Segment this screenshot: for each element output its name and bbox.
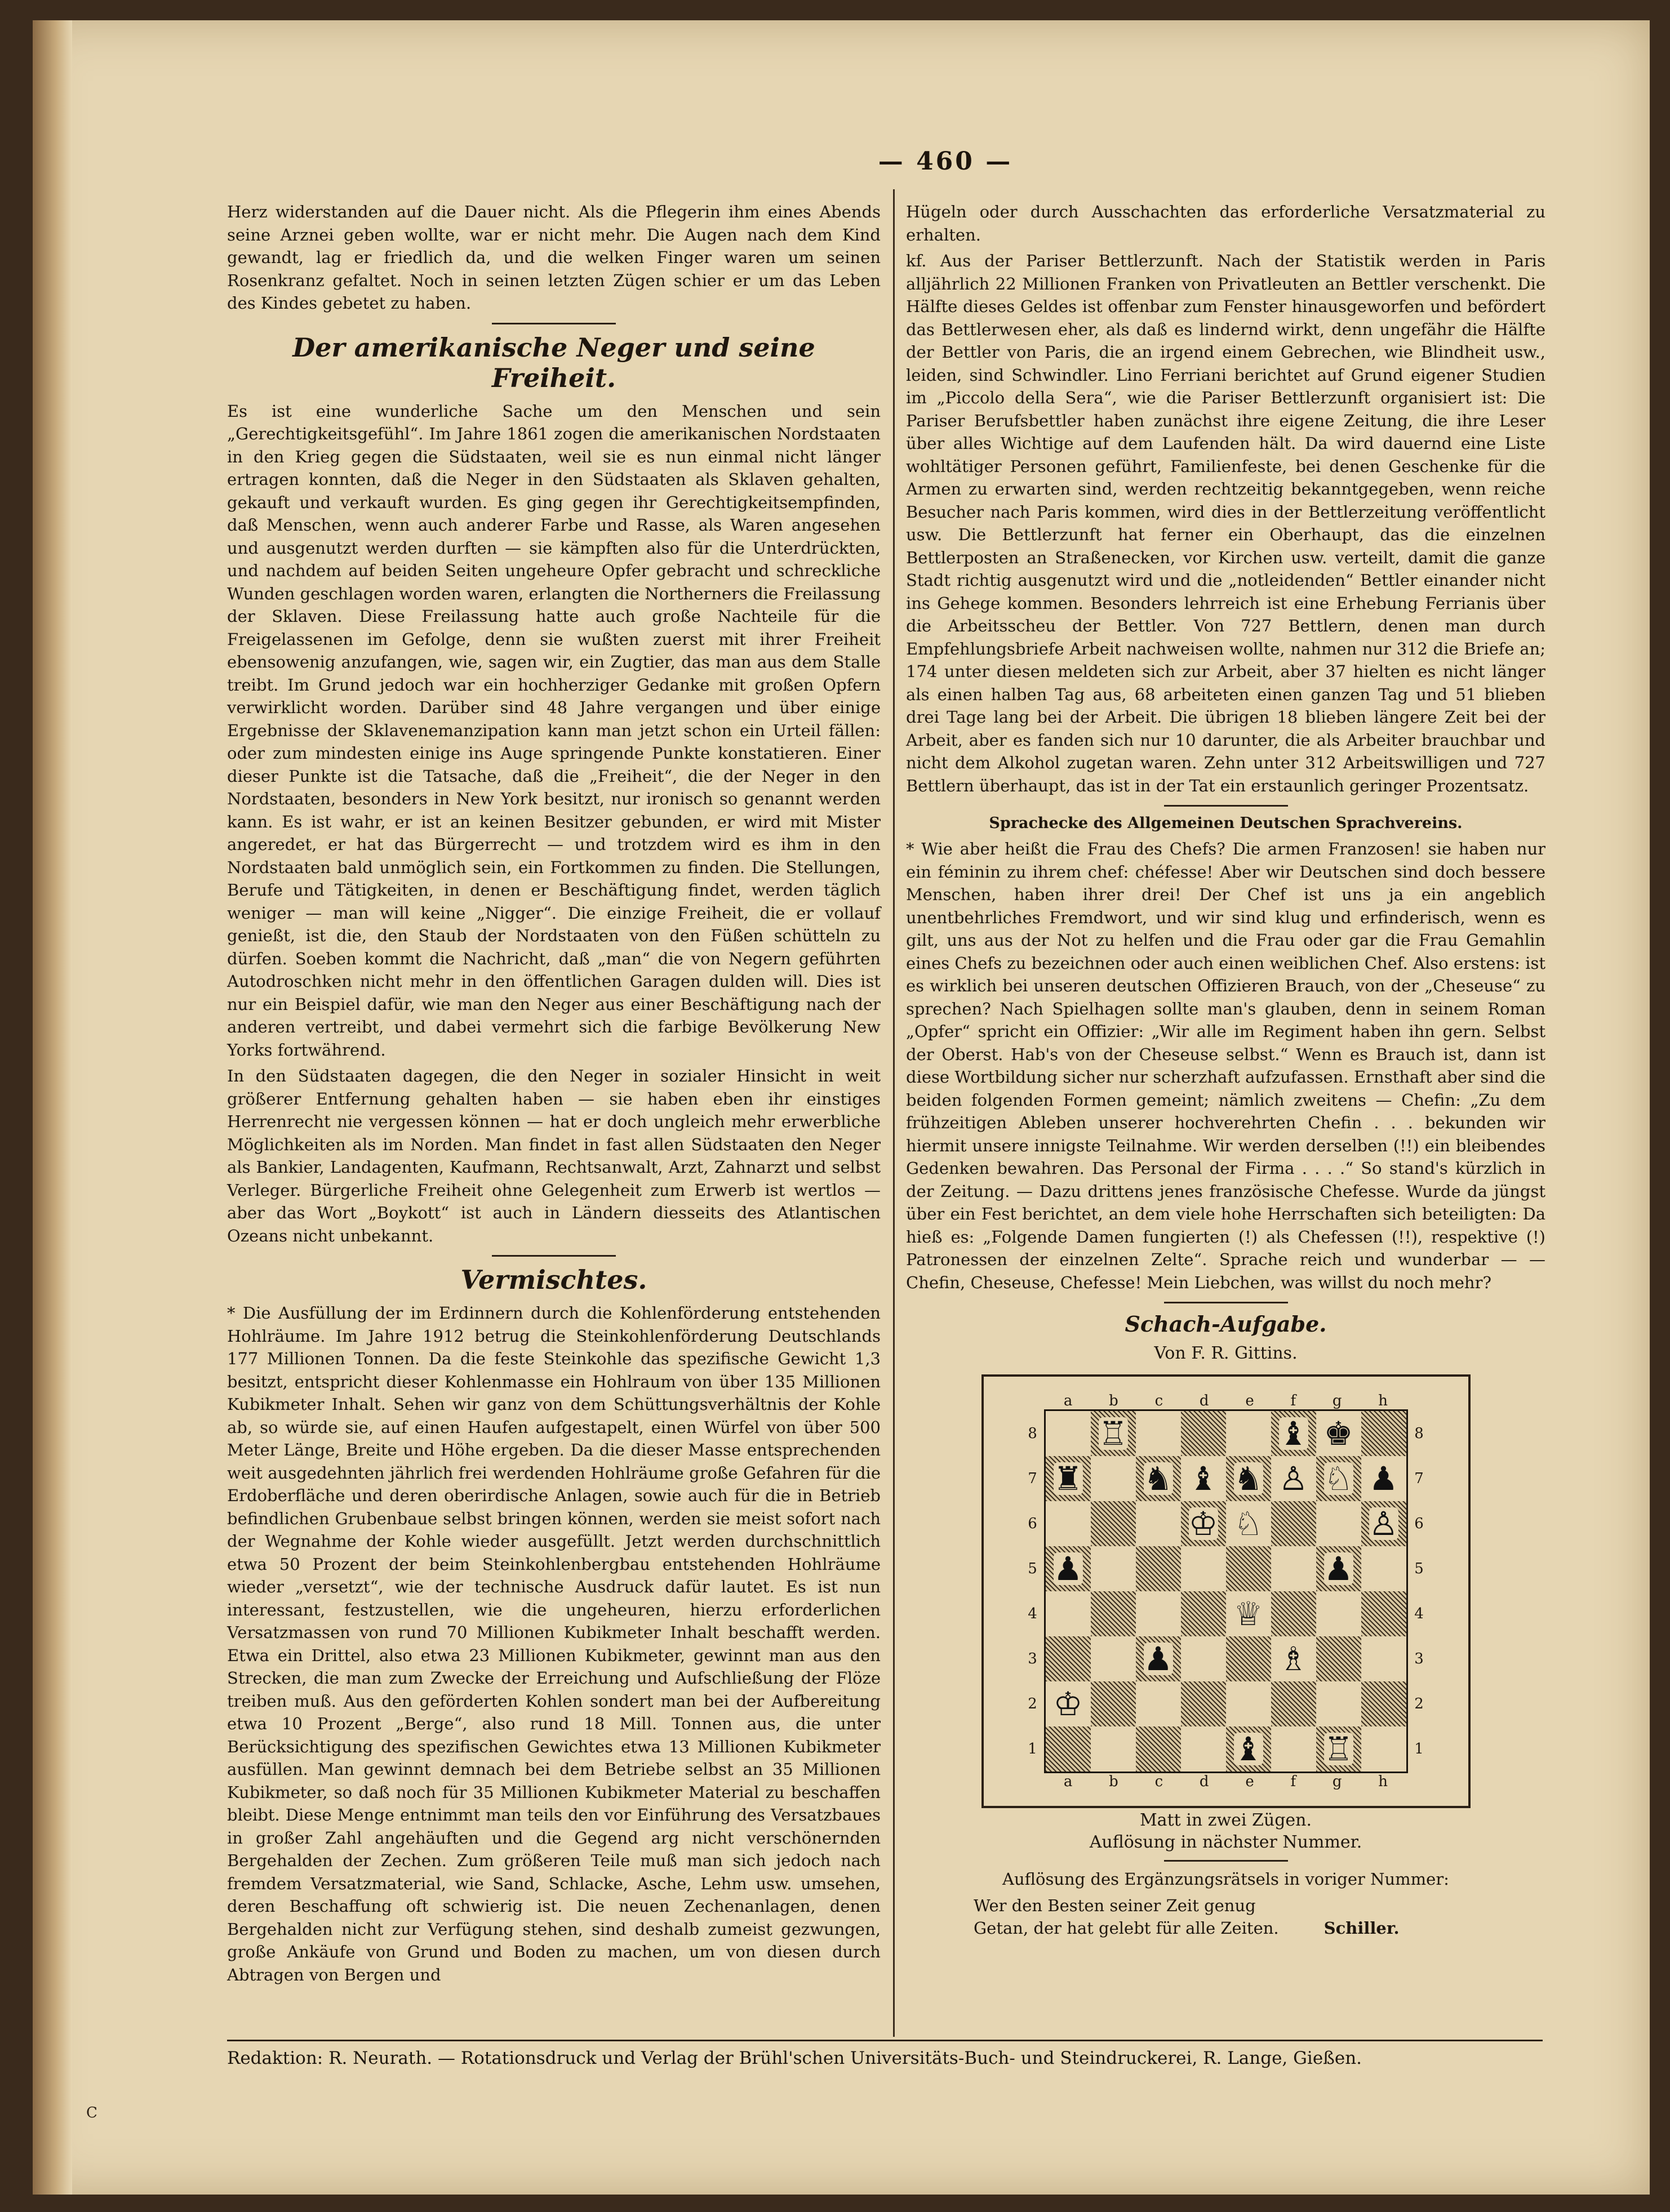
file-label: h [1378, 1773, 1388, 1790]
left-column [227, 201, 881, 1990]
file-label: f [1290, 1773, 1296, 1790]
chess-square [1181, 1726, 1226, 1772]
rank-label: 3 [1028, 1650, 1037, 1667]
newspaper-page [33, 20, 1650, 2195]
chess-piece-square [1226, 1501, 1271, 1546]
chess-author: Von F. R. Gittins. [1154, 1343, 1298, 1363]
chess-piece: ♖ [1098, 1414, 1128, 1453]
imprint: Redaktion: R. Neurath. — Rotationsdruck und Verlag der Brühl'schen Universitäts-Buch- und Steindruckerei, R. Lange, Gießen. [227, 2048, 1362, 2068]
file-label: a [1063, 1773, 1073, 1790]
chess-square [1091, 1726, 1136, 1772]
chess-square [1181, 1636, 1226, 1681]
rank-label: 7 [1028, 1470, 1037, 1487]
chess-piece-square [1046, 1456, 1091, 1501]
headline-neger: Der amerikanische Neger und seine Freiheit. [292, 332, 815, 393]
rank-label: 3 [1414, 1650, 1424, 1667]
divider [1164, 1302, 1288, 1303]
margin-mark: C [86, 2104, 97, 2121]
chess-square [1091, 1546, 1136, 1591]
rank-label: 8 [1028, 1425, 1037, 1442]
chess-square [1046, 1411, 1091, 1456]
chess-piece-square [1181, 1456, 1226, 1501]
chess-square [1091, 1456, 1136, 1501]
chess-square [1136, 1726, 1181, 1772]
file-label: e [1245, 1392, 1254, 1409]
chess-square [1226, 1681, 1271, 1726]
chess-piece: ♔ [1188, 1505, 1218, 1543]
column-rule [893, 189, 895, 2037]
file-label: a [1063, 1392, 1073, 1409]
chess-square [1316, 1636, 1361, 1681]
rank-label: 2 [1414, 1695, 1424, 1712]
rank-labels-right [1408, 1411, 1431, 1772]
rank-label: 6 [1414, 1515, 1424, 1532]
chess-square [1091, 1501, 1136, 1546]
rank-label: 8 [1414, 1425, 1424, 1442]
chess-piece: ♟ [1323, 1550, 1353, 1588]
chess-piece: ♜ [1053, 1459, 1083, 1498]
rank-label: 4 [1414, 1605, 1424, 1622]
divider [492, 1255, 616, 1257]
rank-label: 7 [1414, 1470, 1424, 1487]
chess-square [1091, 1681, 1136, 1726]
rank-label: 5 [1028, 1560, 1037, 1577]
rank-label: 1 [1028, 1741, 1037, 1757]
chess-square [1046, 1591, 1091, 1636]
chess-piece: ♔ [1053, 1685, 1083, 1723]
chess-square [1361, 1591, 1406, 1636]
chess-piece: ♝ [1188, 1459, 1218, 1498]
chess-piece-square [1316, 1456, 1361, 1501]
article-paragraph: Es ist eine wunderliche Sache um den Menschen und sein „Gerechtigkeitsgefühl“. Im Jahre 1861 zogen die amerikanischen Nordstaaten in den Krieg gegen die Südstaaten, weil sie es nun einmal nicht länger ertragen konnten, daß die Neger in den Südstaaten als Sklaven gehalten, gekauft und verkauft wurden. Es ging gegen ihr Gerechtigkeitsempfinden, daß Menschen, wenn auch anderer Farbe und Rasse, als Waren angesehen und ausgenutzt werden durften — sie kämpften also für die Unterdrückten, und nachdem auf beiden Seiten ungeheure Opfer gebracht und schreckliche Wunden geschlagen worden waren, erlangten die Northerners die Freilassung der Sklaven. Diese Freilassung hatte auch große Nachteile für die Freigelassenen im Gefolge, denn sie wußten zuerst mit ihrer Freiheit ebensowenig anzufangen, wie, sagen wir, ein Zugtier, das man aus dem Stalle treibt. Im Grund jedoch war ein hochherziger Gedanke mit großen Opfern verwirklicht worden. Darüber sind 48 Jahre vergangen und über einige Ergebnisse der Sklavenemanzipation kann man jetzt schon ein Urteil fällen: oder zum mindesten einige ins Auge springende Punkte konstatieren. Einer dieser Punkte ist die Tatsache, daß die „Freiheit“, die der Neger in den Nordstaaten, besonders in New York besitzt, nur ironisch so genannt werden kann. Es ist wahr, er ist an keinen Besitzer gebunden, er wird mit Mister angeredet, er hat das Bürgerrecht — und trotzdem wird es ihm in den Nordstaaten bald unmöglich sein, ein Fortkommen zu finden. Die Stellungen, Berufe und Tätigkeiten, in denen er Beschäftigung findet, werden täglich weniger — man will keine „Nigger“. Die einzige Freiheit, die er vollauf genießt, ist die, den Staub der Nordstaaten von den Füßen schütteln zu dürfen. Soeben kommt die Nachricht, daß „man“ die von Negern geführten Autodroschken nicht mehr in den öffentlichen Garagen dulden will. Dies ist nur ein Beispiel dafür, wie man den Neger aus einer Beschäftigung nach der anderen vertreibt, und dabei vermehrt sich die farbige Bevölkerung New Yorks fortwährend. [227, 401, 881, 1060]
chess-piece: ♟ [1143, 1640, 1173, 1678]
chess-piece-square [1316, 1726, 1361, 1772]
chess-piece-square [1091, 1411, 1136, 1456]
headline-vermischtes: Vermischtes. [460, 1265, 647, 1295]
rank-label: 5 [1414, 1560, 1424, 1577]
chess-square [1091, 1591, 1136, 1636]
chess-piece: ♙ [1369, 1505, 1398, 1543]
file-label: c [1154, 1773, 1163, 1790]
chess-square [1361, 1546, 1406, 1591]
headline-sprachecke: Sprachecke des Allgemeinen Deutschen Sprachvereins. [989, 815, 1463, 832]
chess-piece-square [1181, 1501, 1226, 1546]
chess-task: Matt in zwei Zügen. [1139, 1810, 1312, 1830]
file-label: c [1154, 1392, 1163, 1409]
chess-piece: ♝ [1278, 1414, 1308, 1453]
rank-label: 6 [1028, 1515, 1037, 1532]
headline-schach: Schach-Aufgabe. [1125, 1311, 1327, 1337]
file-label: e [1245, 1773, 1254, 1790]
chess-square [1271, 1726, 1316, 1772]
chess-square [1226, 1546, 1271, 1591]
chess-square [1136, 1411, 1181, 1456]
chess-square [1136, 1591, 1181, 1636]
chess-piece-square [1136, 1636, 1181, 1681]
chess-piece-square [1316, 1546, 1361, 1591]
chess-square [1046, 1726, 1091, 1772]
verse-text: Getan, der hat gelebt für alle Zeiten. [974, 1919, 1279, 1938]
chess-square [1136, 1681, 1181, 1726]
chess-piece-square [1271, 1636, 1316, 1681]
chess-square [1226, 1411, 1271, 1456]
chess-square [1316, 1591, 1361, 1636]
headline-aufloesung: Auflösung des Ergänzungsrätsels in voriger Nummer: [1002, 1870, 1449, 1889]
chess-square [1361, 1681, 1406, 1726]
file-label: f [1290, 1392, 1296, 1409]
divider [1164, 1860, 1288, 1862]
file-labels-top [1046, 1392, 1406, 1409]
chess-piece-square [1136, 1456, 1181, 1501]
chess-piece-square [1271, 1456, 1316, 1501]
file-label: h [1378, 1392, 1388, 1409]
chess-piece-square [1046, 1681, 1091, 1726]
divider [492, 323, 616, 324]
chess-square [1271, 1501, 1316, 1546]
chess-piece: ♙ [1278, 1459, 1308, 1498]
chess-square [1271, 1591, 1316, 1636]
chess-piece-square [1271, 1411, 1316, 1456]
chess-piece-square [1226, 1591, 1271, 1636]
chess-piece-square [1226, 1456, 1271, 1501]
chess-piece: ♘ [1233, 1505, 1263, 1543]
right-column [906, 201, 1545, 1939]
rank-label: 4 [1028, 1605, 1037, 1622]
chess-piece: ♞ [1233, 1459, 1263, 1498]
article-paragraph: In den Südstaaten dagegen, die den Neger in sozialer Hinsicht in weit größerer Entfernung gehalten haben — sie haben eben ihr einstiges Herrenrecht nie vergessen können — hat er doch ungleich mehr erwerbliche Möglichkeiten als im Norden. Man findet in fast allen Südstaaten den Neger als Bankier, Landagenten, Kaufmann, Rechtsanwalt, Arzt, Zahnarzt und selbst Verleger. Bürgerliche Freiheit ohne Gelegenheit zum Erwerb ist wertlos — aber das Wort „Boykott“ ist auch in Ländern diesseits des Atlantischen Ozeans nicht unbekannt. [227, 1066, 881, 1245]
chess-square [1361, 1636, 1406, 1681]
file-label: d [1199, 1392, 1209, 1409]
chess-square [1136, 1546, 1181, 1591]
chess-board [1044, 1409, 1408, 1773]
chess-piece: ♕ [1233, 1595, 1263, 1633]
file-labels-bottom [1046, 1773, 1406, 1790]
chess-square [1316, 1681, 1361, 1726]
chess-square [1271, 1546, 1316, 1591]
chess-square [1136, 1501, 1181, 1546]
file-label: b [1109, 1773, 1118, 1790]
chess-square [1181, 1591, 1226, 1636]
chess-diagram [981, 1374, 1471, 1808]
chess-square [1271, 1681, 1316, 1726]
footer-rule [227, 2040, 1543, 2041]
chess-square [1091, 1636, 1136, 1681]
chess-square [1181, 1681, 1226, 1726]
file-label: g [1332, 1773, 1342, 1790]
book-binding [33, 20, 72, 2195]
article-paragraph: * Die Ausfüllung der im Erdinnern durch die Kohlenförderung entstehenden Hohlräume. Im Jahre 1912 betrug die Steinkohlenförderung Deutschlands 177 Millionen Tonnen. Da die feste Steinkohle das spezifische Gewicht 1,3 besitzt, entspricht dieser Kohlenmasse ein Hohlraum von über 135 Millionen Kubikmeter Inhalt. Sehen wir ganz von dem Schüttungsverhältnis der Kohle ab, so würde sie, auf einen Haufen aufgestapelt, einen Würfel von über 500 Meter Länge, Breite und Höhe ergeben. Da die dieser Masse entsprechenden weit ausgedehnten jährlich frei werdenden Hohlräume große Gefahren für die Erdoberfläche und deren oberirdische Anlagen, sowie auch für die in Betrieb befindlichen Grubenbaue selbst bringen können, werden sie meist sofort nach der Wegnahme der Kohle wieder ausgefüllt. Jetzt werden durchschnittlich etwa 50 Prozent der beim Steinkohlenbergbau entstehenden Hohlräume wieder „versetzt“, wie der technische Ausdruck dafür lautet. Es ist nun interessant, festzustellen, wie die ungeheuren, hierzu erforderlichen Versatzmassen von rund 70 Millionen Kubikmeter Inhalt beschafft werden. Etwa ein Drittel, also etwa 23 Millionen Kubikmeter, gewinnt man aus den Strecken, die man zum Zwecke der Erreichung und Aufschließung der Flöze treiben muß. Aus den geförderten Kohlen sondert man bei der Aufbereitung etwa 10 Prozent „Berge“, also rund 18 Mill. Tonnen aus, die unter Berücksichtigung des spezifischen Gewichtes etwa 13 Millionen Kubikmeter ausfüllen. Man gewinnt demnach bei dem Betriebe selbst an 35 Millionen Kubikmeter, so daß noch für 35 Millionen Kubikmeter Material zu beschaffen bleibt. Diese Menge entnimmt man teils den vor Einführung des Versatzbaues in großer Zahl angehäuften und die Gegend arg nicht verschönernden Bergehalden der Zechen. Zum größeren Teile muß man sich jedoch nach fremdem Versatzmaterial, wie Sand, Schlacke, Asche, Lehm usw. umsehen, deren Beschaffung oft schwierig ist. Die neuen Zechenanlagen, denen Bergehalden nicht zur Verfügung stehen, sind deshalb zumeist gezwungen, große Ankäufe von Grund und Boden zu machen, um von diesen durch Abtragen von Bergen und [227, 1303, 881, 1984]
file-label: d [1199, 1773, 1209, 1790]
chess-piece-square [1316, 1411, 1361, 1456]
rank-labels-left [1021, 1411, 1044, 1772]
chess-piece-square [1361, 1456, 1406, 1501]
file-label: b [1109, 1392, 1118, 1409]
rank-label: 1 [1414, 1741, 1424, 1757]
chess-square [1046, 1501, 1091, 1546]
chess-piece: ♗ [1278, 1640, 1308, 1678]
chess-piece: ♖ [1323, 1730, 1353, 1768]
chess-solution-note: Auflösung in nächster Nummer. [1089, 1832, 1362, 1852]
chess-square [1226, 1636, 1271, 1681]
verse-line: Wer den Besten seiner Zeit genug [974, 1896, 1256, 1915]
chess-square [1361, 1411, 1406, 1456]
article-paragraph: * Wie aber heißt die Frau des Chefs? Die armen Franzosen! sie haben nur ein féminin zu ihrem chef: chéfesse! Aber wir Deutschen sind doch bessere Menschen, haben ihrer drei! Der Chef ist uns ja ein angeblich unentbehrliches Fremdwort, und wir sind klug und erfinderisch, wenn es gilt, uns aus der Not zu helfen und die Frau oder gar die Frau Gemahlin eines Chefs zu bezeichnen oder auch einen weiblichen Chef. Also erstens: ist es wirklich bei unseren deutschen Offizieren Brauch, von der „Cheseuse“ zu sprechen? Nach Spielhagen sollte man's glauben, denn in seinem Roman „Opfer“ spricht ein Offizier: „Wir alle im Regiment haben ihn gern. Selbst der Oberst. Hab's von der Cheseuse selbst.“ Wenn es Brauch ist, dann ist diese Wortbildung sicher nur scherzhaft aufzufassen. Ernsthaft aber sind die beiden folgenden Formen gemeint; nämlich zweitens — Chefin: „Zu dem frühzeitigen Ableben unserer hochverehrten Chefin . . . bekunden wir hiermit unsere innigste Teilnahme. Wir werden derselben (!!) ein bleibendes Gedenken bewahren. Das Personal der Firma . . . .“ So stand's kürzlich in der Zeitung. — Dazu drittens jenes französische Chefesse. Wurde da jüngst über ein Fest berichtet, an dem viele hohe Herrschaften sich beteiligten: Da hieß es: „Folgende Damen fungierten (!) als Chefessen (!!), respektive (!) Patronessen der einzelnen Zelte“. Sprache reich und wunderbar — — Chefin, Cheseuse, Chefesse! Mein Liebchen, was willst du noch mehr? [906, 839, 1545, 1292]
chess-piece: ♝ [1233, 1730, 1263, 1768]
chess-piece: ♞ [1143, 1459, 1173, 1498]
chess-square [1181, 1546, 1226, 1591]
article-paragraph: kf. Aus der Pariser Bettlerzunft. Nach der Statistik werden in Paris alljährlich 22 Millionen Franken von Privatleuten an Bettler verschenkt. Die Hälfte dieses Geldes ist offenbar zum Fenster hinausgeworfen und befördert das Bettlerwesen eher, als daß es lindernd wirkt, denn ungefähr die Hälfte der Bettler von Paris, die an irgend einem Gebrechen, wie Blindheit usw., leiden, sind Schwindler. Lino Ferriani berichtet auf Grund eigener Studien im „Piccolo della Sera“, wie die Pariser Bettlerzunft organisiert ist: Die Pariser Berufsbettler haben zunächst ihre eigene Zeitung, die ihre Leser über alles Wichtige auf dem Laufenden hält. Da wird dauernd eine Liste wohltätiger Personen geführt, Familienfeste, bei denen Geschenke für die Armen zu erwarten sind, werden rechtzeitig bekanntgegeben, wenn reiche Besucher nach Paris kommen, wird dies in der Bettlerzeitung veröffentlicht usw. Die Bettlerzunft hat ferner ein Oberhaupt, das die einzelnen Bettlerposten an Straßenecken, vor Kirchen usw. verteilt, damit die ganze Stadt richtig ausgenutzt wird und die „notleidenden“ Bettler einander nicht ins Gehege kommen. Besonders lehrreich ist eine Erhebung Ferrianis über die Arbeitsscheu der Bettler. Von 727 Bettlern, denen man durch Empfehlungsbriefe Arbeit nachweisen wollte, nahmen nur 312 die Briefe an; 174 unter diesen meldeten sich zur Arbeit, aber 37 hielten es nicht länger als einen halben Tag aus, 68 arbeiteten einen ganzen Tag und 51 blieben drei Tage lang bei der Arbeit. Die übrigen 18 blieben längere Zeit bei der Arbeit, aber es fanden sich nur 10 darunter, die als Arbeiter brauchbar und nicht dem Alkohol zugetan waren. Zehn unter 312 Arbeitswilligen und 727 Bettlern überhaupt, das ist in der Tat ein erstaunlich geringer Prozentsatz. [906, 251, 1545, 795]
chess-square [1361, 1726, 1406, 1772]
chess-square [1316, 1501, 1361, 1546]
chess-piece-square [1361, 1501, 1406, 1546]
chess-piece: ♟ [1369, 1459, 1398, 1498]
chess-piece: ♘ [1323, 1459, 1353, 1498]
divider [1164, 805, 1288, 807]
chess-piece-square [1046, 1546, 1091, 1591]
verse-signature: Schiller. [1323, 1919, 1400, 1938]
file-label: g [1332, 1392, 1342, 1409]
article-continuation: Hügeln oder durch Ausschachten das erforderliche Versatzmaterial zu erhalten. [906, 202, 1545, 244]
page-number: — 460 — [878, 147, 1013, 176]
chess-square [1181, 1411, 1226, 1456]
chess-piece: ♟ [1053, 1550, 1083, 1588]
article-continuation: Herz widerstanden auf die Dauer nicht. Als die Pflegerin ihm eines Abends seine Arznei geben wollte, war er nicht mehr. Die Augen nach dem Kind gewandt, lag er friedlich da, und die welken Finger waren um seinen Rosenkranz gefaltet. Noch in seinen letzten Zügen schier er um das Leben des Kindes gebetet zu haben. [227, 202, 881, 313]
chess-piece: ♚ [1323, 1414, 1353, 1453]
rank-label: 2 [1028, 1695, 1037, 1712]
chess-square [1046, 1636, 1091, 1681]
verse-line [974, 1917, 1545, 1939]
chess-piece-square [1226, 1726, 1271, 1772]
